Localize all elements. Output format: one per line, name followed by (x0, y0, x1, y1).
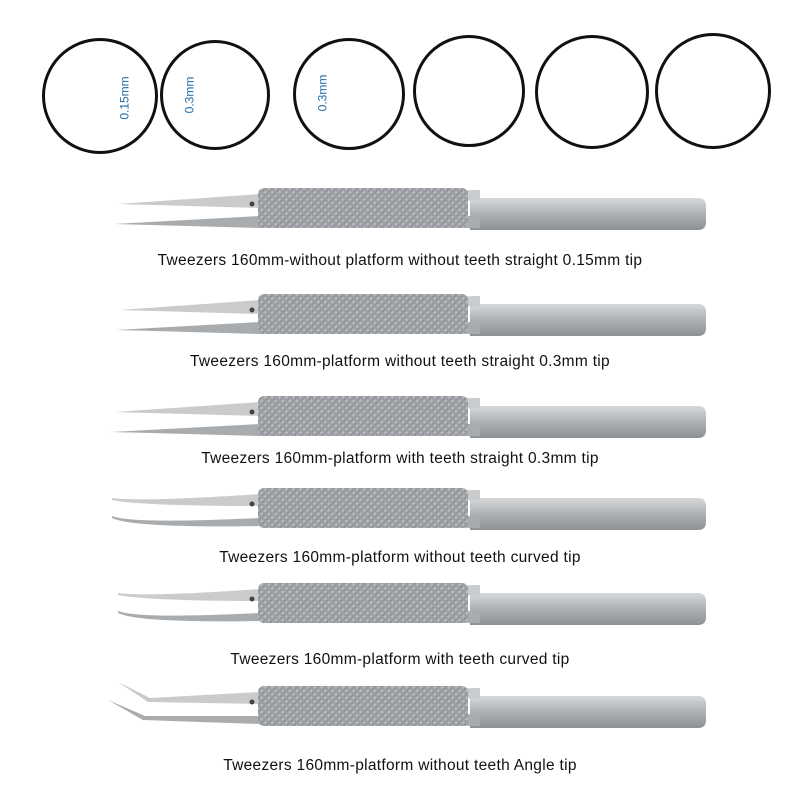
tweezer-5 (118, 583, 706, 625)
tweezer-end (470, 498, 706, 530)
product-label-6: Tweezers 160mm-platform without teeth Angle tip (223, 757, 577, 774)
tweezer-3 (111, 396, 706, 438)
tweezer-end (470, 593, 706, 625)
product-label-4: Tweezers 160mm-platform without teeth curved tip (219, 549, 581, 566)
tweezer-4 (112, 488, 706, 530)
knurled-grip (258, 488, 468, 528)
product-label-5: Tweezers 160mm-platform with teeth curved tip (230, 651, 570, 668)
pin (250, 502, 255, 507)
pin (250, 202, 255, 207)
tweezer-1 (114, 188, 706, 230)
tweezer-end (470, 304, 706, 336)
pin (250, 597, 255, 602)
tweezer-2 (116, 294, 706, 336)
tip-dimension: 0.15mm (117, 76, 132, 120)
product-label-3: Tweezers 160mm-platform with teeth straight 0.3mm tip (201, 450, 599, 467)
knurled-grip (258, 686, 468, 726)
tweezer-6 (108, 682, 706, 728)
knurled-grip (258, 294, 468, 334)
pin (250, 700, 255, 705)
tweezer-end (470, 696, 706, 728)
pin (250, 410, 255, 415)
product-label-2: Tweezers 160mm-platform without teeth straight 0.3mm tip (190, 353, 610, 370)
knurled-grip (258, 583, 468, 623)
tip-dimension: 0.3mm (182, 76, 197, 114)
knurled-grip (258, 188, 468, 228)
pin (250, 308, 255, 313)
tweezer-end (470, 406, 706, 438)
tweezer-end (470, 198, 706, 230)
tip-dimension: 0.3mm (315, 74, 330, 112)
knurled-grip (258, 396, 468, 436)
product-label-1: Tweezers 160mm-without platform without teeth straight 0.15mm tip (157, 252, 643, 269)
